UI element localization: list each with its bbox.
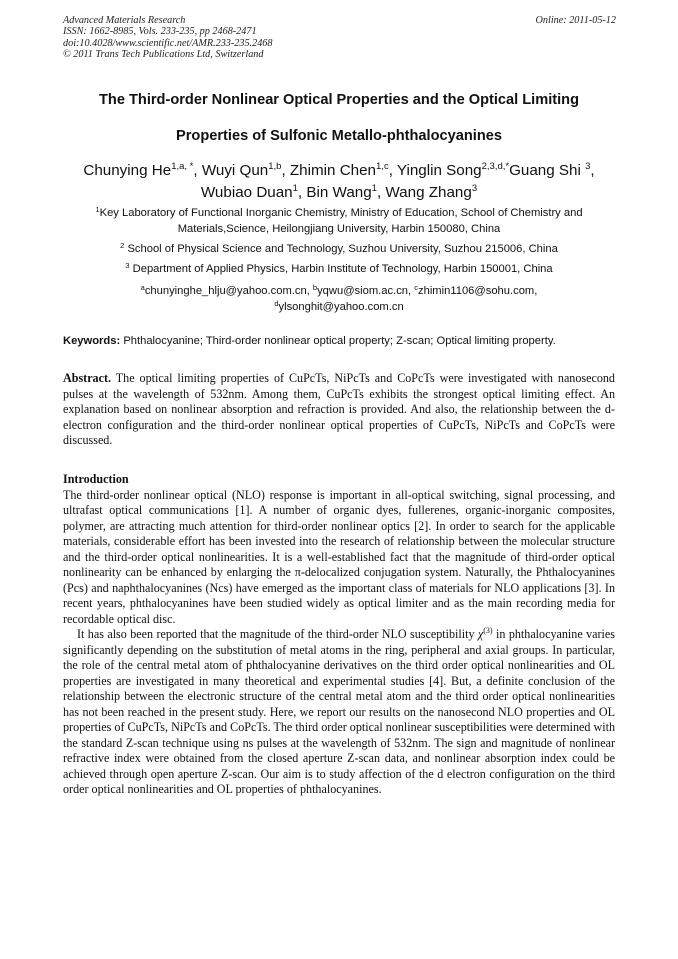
affiliation-1 xyxy=(60,206,618,237)
affiliation-number: 3 xyxy=(125,261,130,270)
intro-paragraph-2 xyxy=(63,627,615,798)
abstract-label: Abstract. xyxy=(63,371,112,385)
author-list: Chunying $He^{1,a, *}$, Wuyi Qun$^{1,b}$, Zhimin Chen$^{1,c}$, Yinglin Song$^{2,3,d,*}$Guang Shi $^3$, Wubiao Duan$^1$, Bin Wang$^1$, Wang Zhang$^3$ xyxy=(83,161,595,201)
email-marker: d xyxy=(274,298,279,308)
introduction-section xyxy=(63,472,615,798)
affiliation-3 xyxy=(60,262,618,278)
author-name: Bin Wang xyxy=(306,184,372,201)
issn-line: ISSN: 1662-8985, Vols. 233-235, pp 2468-2471 xyxy=(63,26,257,38)
author-superscript: 1,a, * xyxy=(171,161,194,172)
paper-title xyxy=(40,82,638,154)
keywords xyxy=(63,334,623,349)
journal-name: Advanced Materials Research xyxy=(63,15,186,26)
copyright-line: © 2011 Trans Tech Publications Ltd, Switzerland xyxy=(63,49,264,61)
author-superscript: 2,3,d,* xyxy=(481,161,510,172)
author-superscript: 1,c xyxy=(376,161,389,172)
author-name: Wuyi Qun xyxy=(201,162,269,179)
chi-order: (3) xyxy=(483,626,493,635)
chi-letter: χ xyxy=(477,627,484,641)
intro-p2-start: It has also been reported that the magnitude of the third-order NLO susceptibility xyxy=(77,627,475,641)
affiliation-2 xyxy=(60,242,618,258)
online-date: Online: 2011-05-12 xyxy=(535,15,616,26)
intro-p2-rest: in phthalocyanine varies significantly depending on the substitution of metal atoms in the ring, peripheral and axial groups. In particular, the role of the central metal atom of phthalocyanine derivatives on the third order optical nonlinearities and OL properties are investigated in many theoretical and experimental studies [4]. But, a definite conclusion of the relationship between the electronic structure of the central metal atom and the third order optical nonlinearities has not been reached in the present study. Here, we report our results on the nanosecond NLO properties and OL properties of CuPcTs, NiPcTs and CoPcTs. The third order optical nonlinear susceptibilities were determined with the standard Z-scan technique using ns pulses at the wavelength of 532nm. The sign and magnitude of nonlinear refractive index were obtained from the closed aperture Z-scan data, and nonlinear absorption index could be achieved through open aperture Z-scan. Our aim is to study affection of the d electron configuration on the third order optical nonlinearities and OL properties of phthalocyanines. xyxy=(63,627,615,796)
title-line-1: The Third-order Nonlinear Optical Properties and the Optical Limiting xyxy=(98,92,580,108)
author-superscript: 1 xyxy=(292,183,298,194)
chi-symbol xyxy=(478,627,493,641)
abstract-text: The optical limiting properties of CuPcTs, NiPcTs and CoPcTs were investigated with nanosecond pulses at the wavelength of 532nm. Among them, CuPcTs exhibits the strongest optical limiting effect. An explanation based on nonlinear absorption and refraction is provided. And also, the relationship between the d-electron configuration and the third-order nonlinear optical properties of CuPcTs, NiPcTs and CoPcTs were discussed. xyxy=(63,371,615,447)
author-name: Yinglin Song xyxy=(396,162,482,179)
affiliation-number: 2 xyxy=(120,241,125,250)
affiliation-text: School of Physical Science and Technology, Suzhou University, Suzhou 215006, China xyxy=(127,243,558,255)
journal-header xyxy=(63,15,616,61)
email-marker: a xyxy=(140,283,145,292)
keywords-label: Keywords: xyxy=(63,335,121,347)
affiliation-text: Key Laboratory of Functional Inorganic Chemistry, Ministry of Education, School of Chemistry and Materials,Science, Heilongjiang University, Harbin 150080, China xyxy=(99,207,583,235)
author-superscript: 1,b xyxy=(268,161,282,172)
abstract-section xyxy=(63,371,615,449)
email-link[interactable]: zhimin1106@sohu.com, xyxy=(418,285,538,297)
author-name: Wang Zhang xyxy=(385,184,472,201)
author-superscript: 1 xyxy=(371,183,377,194)
affiliation-text: Department of Applied Physics, Harbin Institute of Technology, Harbin 150001, China xyxy=(132,263,553,275)
keywords-text: Phthalocyanine; Third-order nonlinear optical property; Z-scan; Optical limiting property. xyxy=(123,335,556,347)
author-name: Wubiao Duan xyxy=(200,184,293,201)
author-emails xyxy=(60,284,618,315)
author-name: Guang Shi xyxy=(509,162,581,179)
intro-paragraph-1: The third-order nonlinear optical (NLO) response is important in all-optical switching, signal processing, and ultrafast optical communications [1]. A number of organic dyes, fullerenes, organic-inorganic composites, polymer, are attracting much attention for third-order nonlinear optics [2]. In order to search for the applicable materials, considerable effort has been invested into the research of relationship between the molecular structure and the third-order optical nonlinearities. It is a well-established fact that the magnitude of third-order optical nonlinearity can be enhanced by enlarging the π-delocalized conjugation system. Naturally, the Phthalocyanines (Pcs) and naphthalocyanines (Ncs) have emerged as the important class of materials for NLO applications [3]. In recent years, phthalocyanines have been studied widely as optical limiter and as the main recording media for recordable optical disc. xyxy=(63,487,615,626)
email-link[interactable]: ylsonghit@yahoo.com.cn xyxy=(278,300,404,313)
author-superscript: 3 xyxy=(585,161,591,172)
email-link[interactable]: yqwu@siom.ac.cn, xyxy=(317,285,412,297)
author-superscript: 3 xyxy=(471,183,478,194)
introduction-heading: Introduction xyxy=(63,472,129,486)
author-name: Zhimin Chen xyxy=(289,162,377,179)
author-name: Chunying He xyxy=(83,162,172,179)
doi-line: doi:10.4028/www.scientific.net/AMR.233-235.2468 xyxy=(63,37,273,49)
email-marker: b xyxy=(312,283,318,292)
affiliation-number: 1 xyxy=(95,205,100,214)
title-line-2: Properties of Sulfonic Metallo-phthalocyanines xyxy=(176,128,502,144)
email-marker: c xyxy=(414,283,418,292)
email-link[interactable]: chunyinghe_hlju@yahoo.com.cn, xyxy=(144,285,310,297)
